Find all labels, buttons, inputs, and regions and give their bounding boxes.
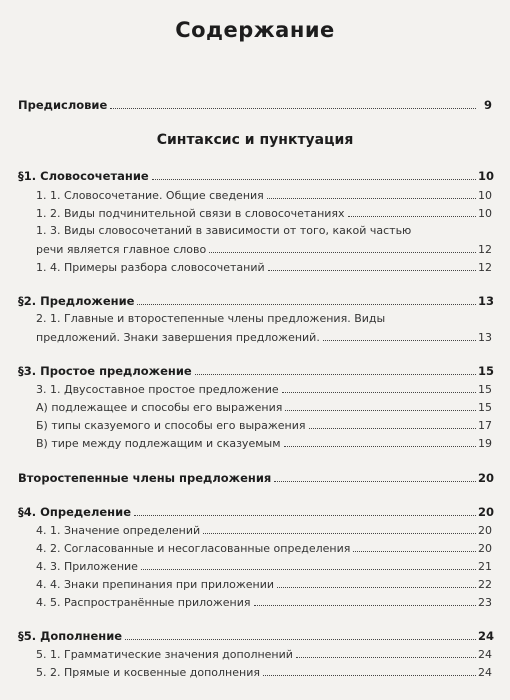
dot-leader <box>309 418 476 429</box>
toc-page-number: 20 <box>478 471 495 485</box>
toc-page-number: 15 <box>478 383 492 396</box>
toc-entry-label: 1. 2. Виды подчинительной связи в словосочетаниях <box>36 207 345 220</box>
toc-entry-s4[interactable] <box>18 505 495 519</box>
toc-entry-s1-1[interactable] <box>36 188 492 203</box>
toc-entry-s4-4[interactable] <box>36 577 492 592</box>
toc-entry-s2[interactable] <box>18 294 495 308</box>
toc-entry-s5[interactable] <box>18 629 495 643</box>
toc-entry-s1-4[interactable] <box>36 260 492 275</box>
toc-entry-label: §2. Предложение <box>18 294 135 308</box>
toc-entry-label: 5. 2. Прямые и косвенные дополнения <box>36 666 260 679</box>
toc-entry-label: 4. 1. Значение определений <box>36 524 201 537</box>
dot-leader <box>137 294 476 305</box>
toc-entry-label: 3. 1. Двусоставное простое предложение <box>36 383 279 396</box>
toc-entry-preface[interactable] <box>18 98 492 112</box>
toc-entry-label: 1. 1. Словосочетание. Общие сведения <box>36 189 264 202</box>
toc-page-number: 17 <box>478 419 492 432</box>
toc-entry-label: Предисловие <box>18 98 108 112</box>
toc-page-number: 13 <box>478 331 492 344</box>
section-heading: Синтаксис и пунктуация <box>156 132 354 148</box>
toc-entry-label: 4. 4. Знаки препинания при приложении <box>36 578 274 591</box>
dot-leader <box>285 400 476 411</box>
dot-leader <box>203 523 476 534</box>
toc-entry-label: Второстепенные члены предложения <box>18 471 272 485</box>
toc-page-number: 15 <box>478 364 495 378</box>
toc-entry-s5-2[interactable] <box>36 665 492 680</box>
dot-leader <box>267 188 476 199</box>
toc-entry-s4-3[interactable] <box>36 559 492 574</box>
toc-entry-label: 1. 4. Примеры разбора словосочетаний <box>36 261 265 274</box>
toc-page-number: 23 <box>478 596 492 609</box>
dot-leader <box>263 665 476 676</box>
toc-page-number: 10 <box>478 169 495 183</box>
toc-entry-s4-2[interactable] <box>36 541 492 556</box>
toc-entry-s3-b[interactable] <box>36 418 492 433</box>
dot-leader <box>284 436 477 447</box>
toc-page-number: 24 <box>478 629 495 643</box>
dot-leader <box>353 541 476 552</box>
toc-page-number: 19 <box>478 437 492 450</box>
toc-page-number: 12 <box>478 243 492 256</box>
toc-entry-minor-members[interactable] <box>18 471 495 485</box>
toc-entry-label: А) подлежащее и способы его выражения <box>36 401 283 414</box>
toc-entry-label: 4. 5. Распространённые приложения <box>36 596 251 609</box>
toc-entry-label: §3. Простое предложение <box>18 364 192 378</box>
toc-entry-s3-a[interactable] <box>36 400 492 415</box>
toc-entry-label: 4. 3. Приложение <box>36 560 138 573</box>
dot-leader <box>274 471 476 482</box>
toc-entry-label: 5. 1. Грамматические значения дополнений <box>36 648 293 661</box>
toc-page-number: 24 <box>478 666 492 679</box>
toc-entry-s1-2[interactable] <box>36 206 492 221</box>
toc-page-number: 13 <box>478 294 495 308</box>
toc-entry-s3[interactable] <box>18 364 495 378</box>
toc-entry-label: Б) типы сказуемого и способы его выражения <box>36 419 306 432</box>
toc-entry-label: §1. Словосочетание <box>18 169 149 183</box>
dot-leader <box>323 330 476 341</box>
toc-entry-label: 4. 2. Согласованные и несогласованные определения <box>36 542 351 555</box>
dot-leader <box>296 647 476 658</box>
toc-page-number: 12 <box>478 261 492 274</box>
toc-entry-label: предложений. Знаки завершения предложений. <box>36 331 320 344</box>
toc-entry-s2-1-line1[interactable]: 2. 1. Главные и второстепенные члены предложения. Виды <box>36 312 386 325</box>
toc-entry-s2-1[interactable] <box>36 330 492 345</box>
toc-page-number: 20 <box>478 542 492 555</box>
toc-entry-label: §4. Определение <box>18 505 131 519</box>
toc-page-number: 10 <box>478 207 492 220</box>
toc-entry-s1-3-line1[interactable]: 1. 3. Виды словосочетаний в зависимости от того, какой частью <box>36 224 412 237</box>
dot-leader <box>152 169 476 180</box>
toc-page-number: 9 <box>483 98 492 112</box>
toc-entry-label: речи является главное слово <box>36 243 207 256</box>
dot-leader <box>277 577 476 588</box>
toc-page-number: 24 <box>478 648 492 661</box>
dot-leader <box>134 505 476 516</box>
dot-leader <box>125 629 476 640</box>
dot-leader <box>254 595 477 606</box>
dot-leader <box>209 242 476 253</box>
toc-page-number: 20 <box>478 524 492 537</box>
toc-page-number: 21 <box>478 560 492 573</box>
toc-entry-label: §5. Дополнение <box>18 629 123 643</box>
toc-page-number: 10 <box>478 189 492 202</box>
page-title: Содержание <box>175 18 335 42</box>
toc-entry-s5-1[interactable] <box>36 647 492 662</box>
toc-entry-s3-1[interactable] <box>36 382 492 397</box>
toc-entry-s4-1[interactable] <box>36 523 492 538</box>
dot-leader <box>141 559 476 570</box>
dot-leader <box>110 98 476 109</box>
toc-page-number: 22 <box>478 578 492 591</box>
dot-leader <box>268 260 476 271</box>
toc-entry-s4-5[interactable] <box>36 595 492 610</box>
toc-page-number: 15 <box>478 401 492 414</box>
dot-leader <box>282 382 476 393</box>
toc-entry-label: В) тире между подлежащим и сказуемым <box>36 437 281 450</box>
dot-leader <box>195 364 476 375</box>
toc-entry-s1-3[interactable] <box>36 242 492 257</box>
toc-entry-s1[interactable] <box>18 169 495 183</box>
toc-entry-s3-c[interactable] <box>36 436 492 451</box>
toc-page-number: 20 <box>478 505 495 519</box>
dot-leader <box>348 206 476 217</box>
